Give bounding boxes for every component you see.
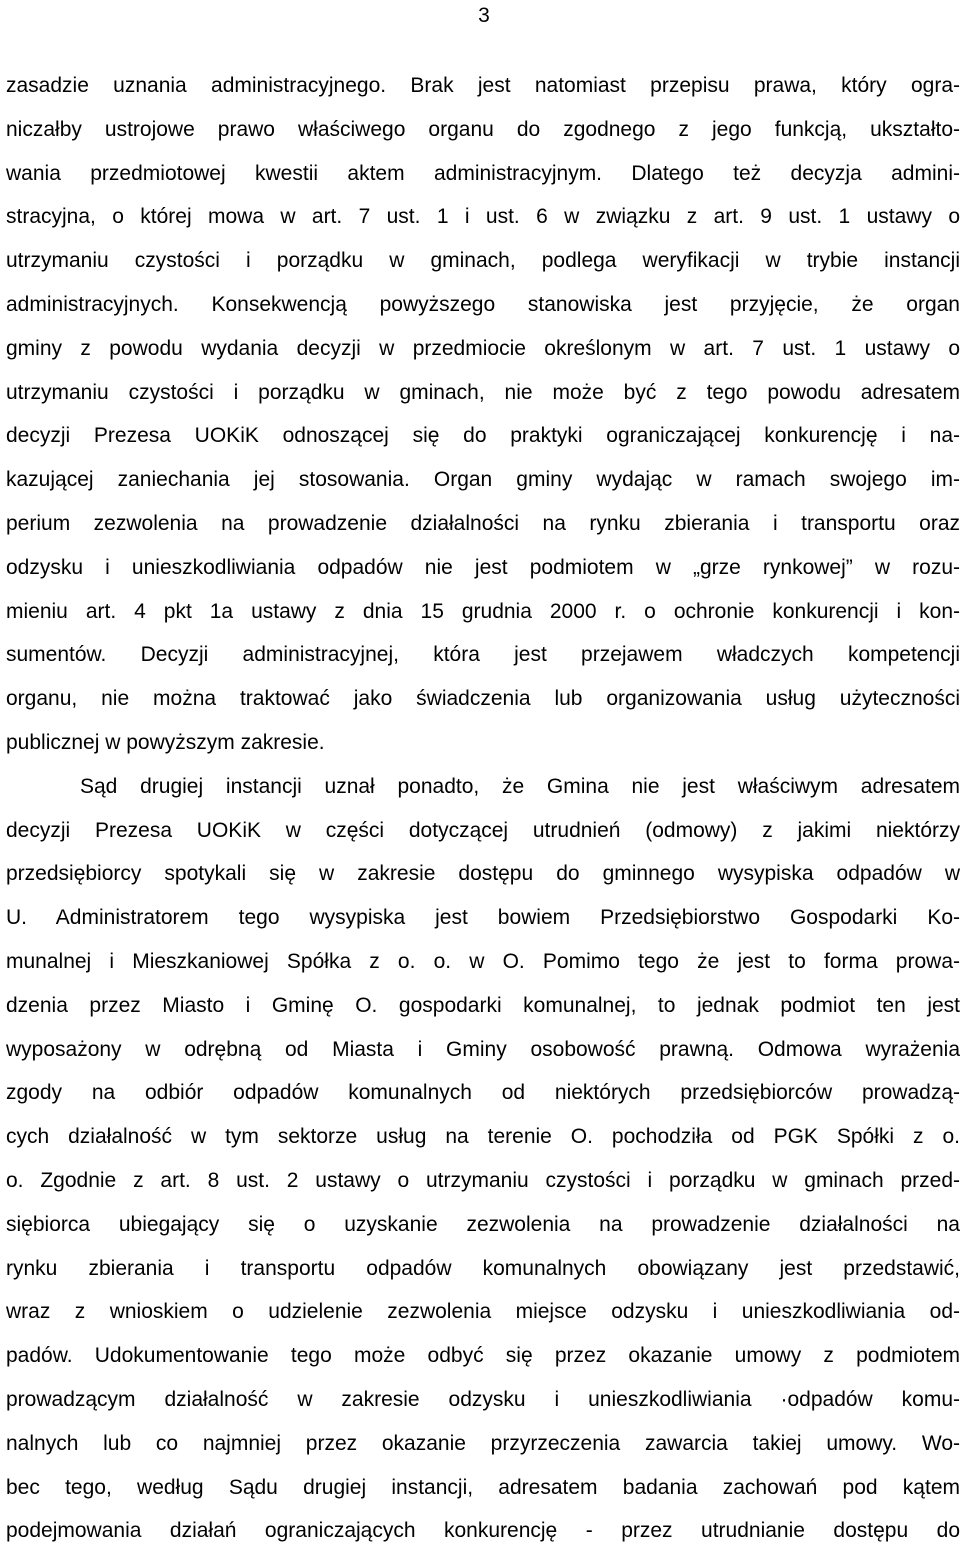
text-line: nalnych lub co najmniej przez okazanie przyrzeczenia zawarcia takiej umowy. Wo- bbox=[6, 1431, 960, 1455]
text-line: wania przedmiotowej kwestii aktem administracyjnym. Dlatego też decyzja admini- bbox=[6, 161, 960, 185]
text-line: wraz z wnioskiem o udzielenie zezwolenia miejsce odzysku i unieszkodliwiania od- bbox=[6, 1300, 960, 1324]
text-line: utrzymaniu czystości i porządku w gminach, podlega weryfikacji w trybie instancji bbox=[6, 249, 960, 273]
text-line: dzenia przez Miasto i Gminę O. gospodarki komunalnej, to jednak podmiot ten jest bbox=[6, 993, 960, 1017]
text-line: wyposażony w odrębną od Miasta i Gminy osobowość prawną. Odmowa wyrażenia bbox=[6, 1037, 960, 1061]
text-line: utrzymaniu czystości i porządku w gminach, nie może być z tego powodu adresatem bbox=[6, 380, 960, 404]
text-line: podejmowania działań ograniczających konkurencję - przez utrudnianie dostępu do bbox=[6, 1519, 960, 1543]
text-line: o. Zgodnie z art. 8 ust. 2 ustawy o utrzymaniu czystości i porządku w gminach przed- bbox=[6, 1168, 960, 1192]
text-line: kazującej zaniechania jej stosowania. Organ gminy wydając w ramach swojego im- bbox=[6, 468, 960, 492]
text-line: zasadzie uznania administracyjnego. Brak jest natomiast przepisu prawa, który ogra- bbox=[6, 74, 960, 97]
text-line: administracyjnych. Konsekwencją powyższego stanowiska jest przyjęcie, że organ bbox=[6, 292, 960, 316]
text-line: padów. Udokumentowanie tego może odbyć się przez okazanie umowy z podmiotem bbox=[6, 1344, 960, 1368]
text-line: siębiorca ubiegający się o uzyskanie zezwolenia na prowadzenie działalności na bbox=[6, 1212, 960, 1236]
text-line: prowadzącym działalność w zakresie odzysku i unieszkodliwiania ·odpadów komu- bbox=[6, 1387, 960, 1411]
text-line: mieniu art. 4 pkt 1a ustawy z dnia 15 grudnia 2000 r. o ochronie konkurencji i kon- bbox=[6, 599, 960, 623]
text-line: decyzji Prezesa UOKiK odnoszącej się do praktyki ograniczającej konkurencję i na- bbox=[6, 424, 960, 448]
text-line: rynku zbierania i transportu odpadów komunalnych obowiązany jest przedstawić, bbox=[6, 1256, 960, 1280]
text-line: sumentów. Decyzji administracyjnej, która jest przejawem władczych kompetencji bbox=[6, 643, 960, 667]
text-line: stracyjna, o której mowa w art. 7 ust. 1 i ust. 6 w związku z art. 9 ust. 1 ustawy o bbox=[6, 205, 960, 229]
document-body bbox=[6, 64, 960, 1553]
text-line: decyzji Prezesa UOKiK w części dotyczącej utrudnień (odmowy) z jakimi niektórzy bbox=[6, 818, 960, 842]
text-line: gminy z powodu wydania decyzji w przedmiocie określonym w art. 7 ust. 1 ustawy o bbox=[6, 336, 960, 360]
text-line: U. Administratorem tego wysypiska jest bowiem Przedsiębiorstwo Gospodarki Ko- bbox=[6, 906, 960, 930]
text-line: zgody na odbiór odpadów komunalnych od niektórych przedsiębiorców prowadzą- bbox=[6, 1081, 960, 1105]
text-line: perium zezwolenia na prowadzenie działalności na rynku zbierania i transportu oraz bbox=[6, 511, 960, 535]
text-line: munalnej i Mieszkaniowej Spółka z o. o. w O. Pomimo tego że jest to forma prowa- bbox=[6, 949, 960, 973]
paragraph-end-line: publicznej w powyższym zakresie. bbox=[6, 730, 325, 754]
text-line: odzysku i unieszkodliwiania odpadów nie jest podmiotem w „grze rynkowej” w rozu- bbox=[6, 555, 960, 579]
text-line: cych działalność w tym sektorze usług na terenie O. pochodziła od PGK Spółki z o. bbox=[6, 1125, 960, 1149]
text-line: przedsiębiorcy spotykali się w zakresie dostępu do gminnego wysypiska odpadów w bbox=[6, 862, 960, 886]
text-line: niczałby ustrojowe prawo właściwego organu do zgodnego z jego funkcją, ukształto- bbox=[6, 117, 960, 141]
text-line: organu, nie można traktować jako świadczenia lub organizowania usług użyteczności bbox=[6, 687, 960, 711]
paragraph-start-line: Sąd drugiej instancji uznał ponadto, że Gmina nie jest właściwym adresatem bbox=[80, 774, 960, 798]
page-number: 3 bbox=[478, 4, 490, 27]
text-line: bec tego, według Sądu drugiej instancji, adresatem badania zachowań pod kątem bbox=[6, 1475, 960, 1499]
